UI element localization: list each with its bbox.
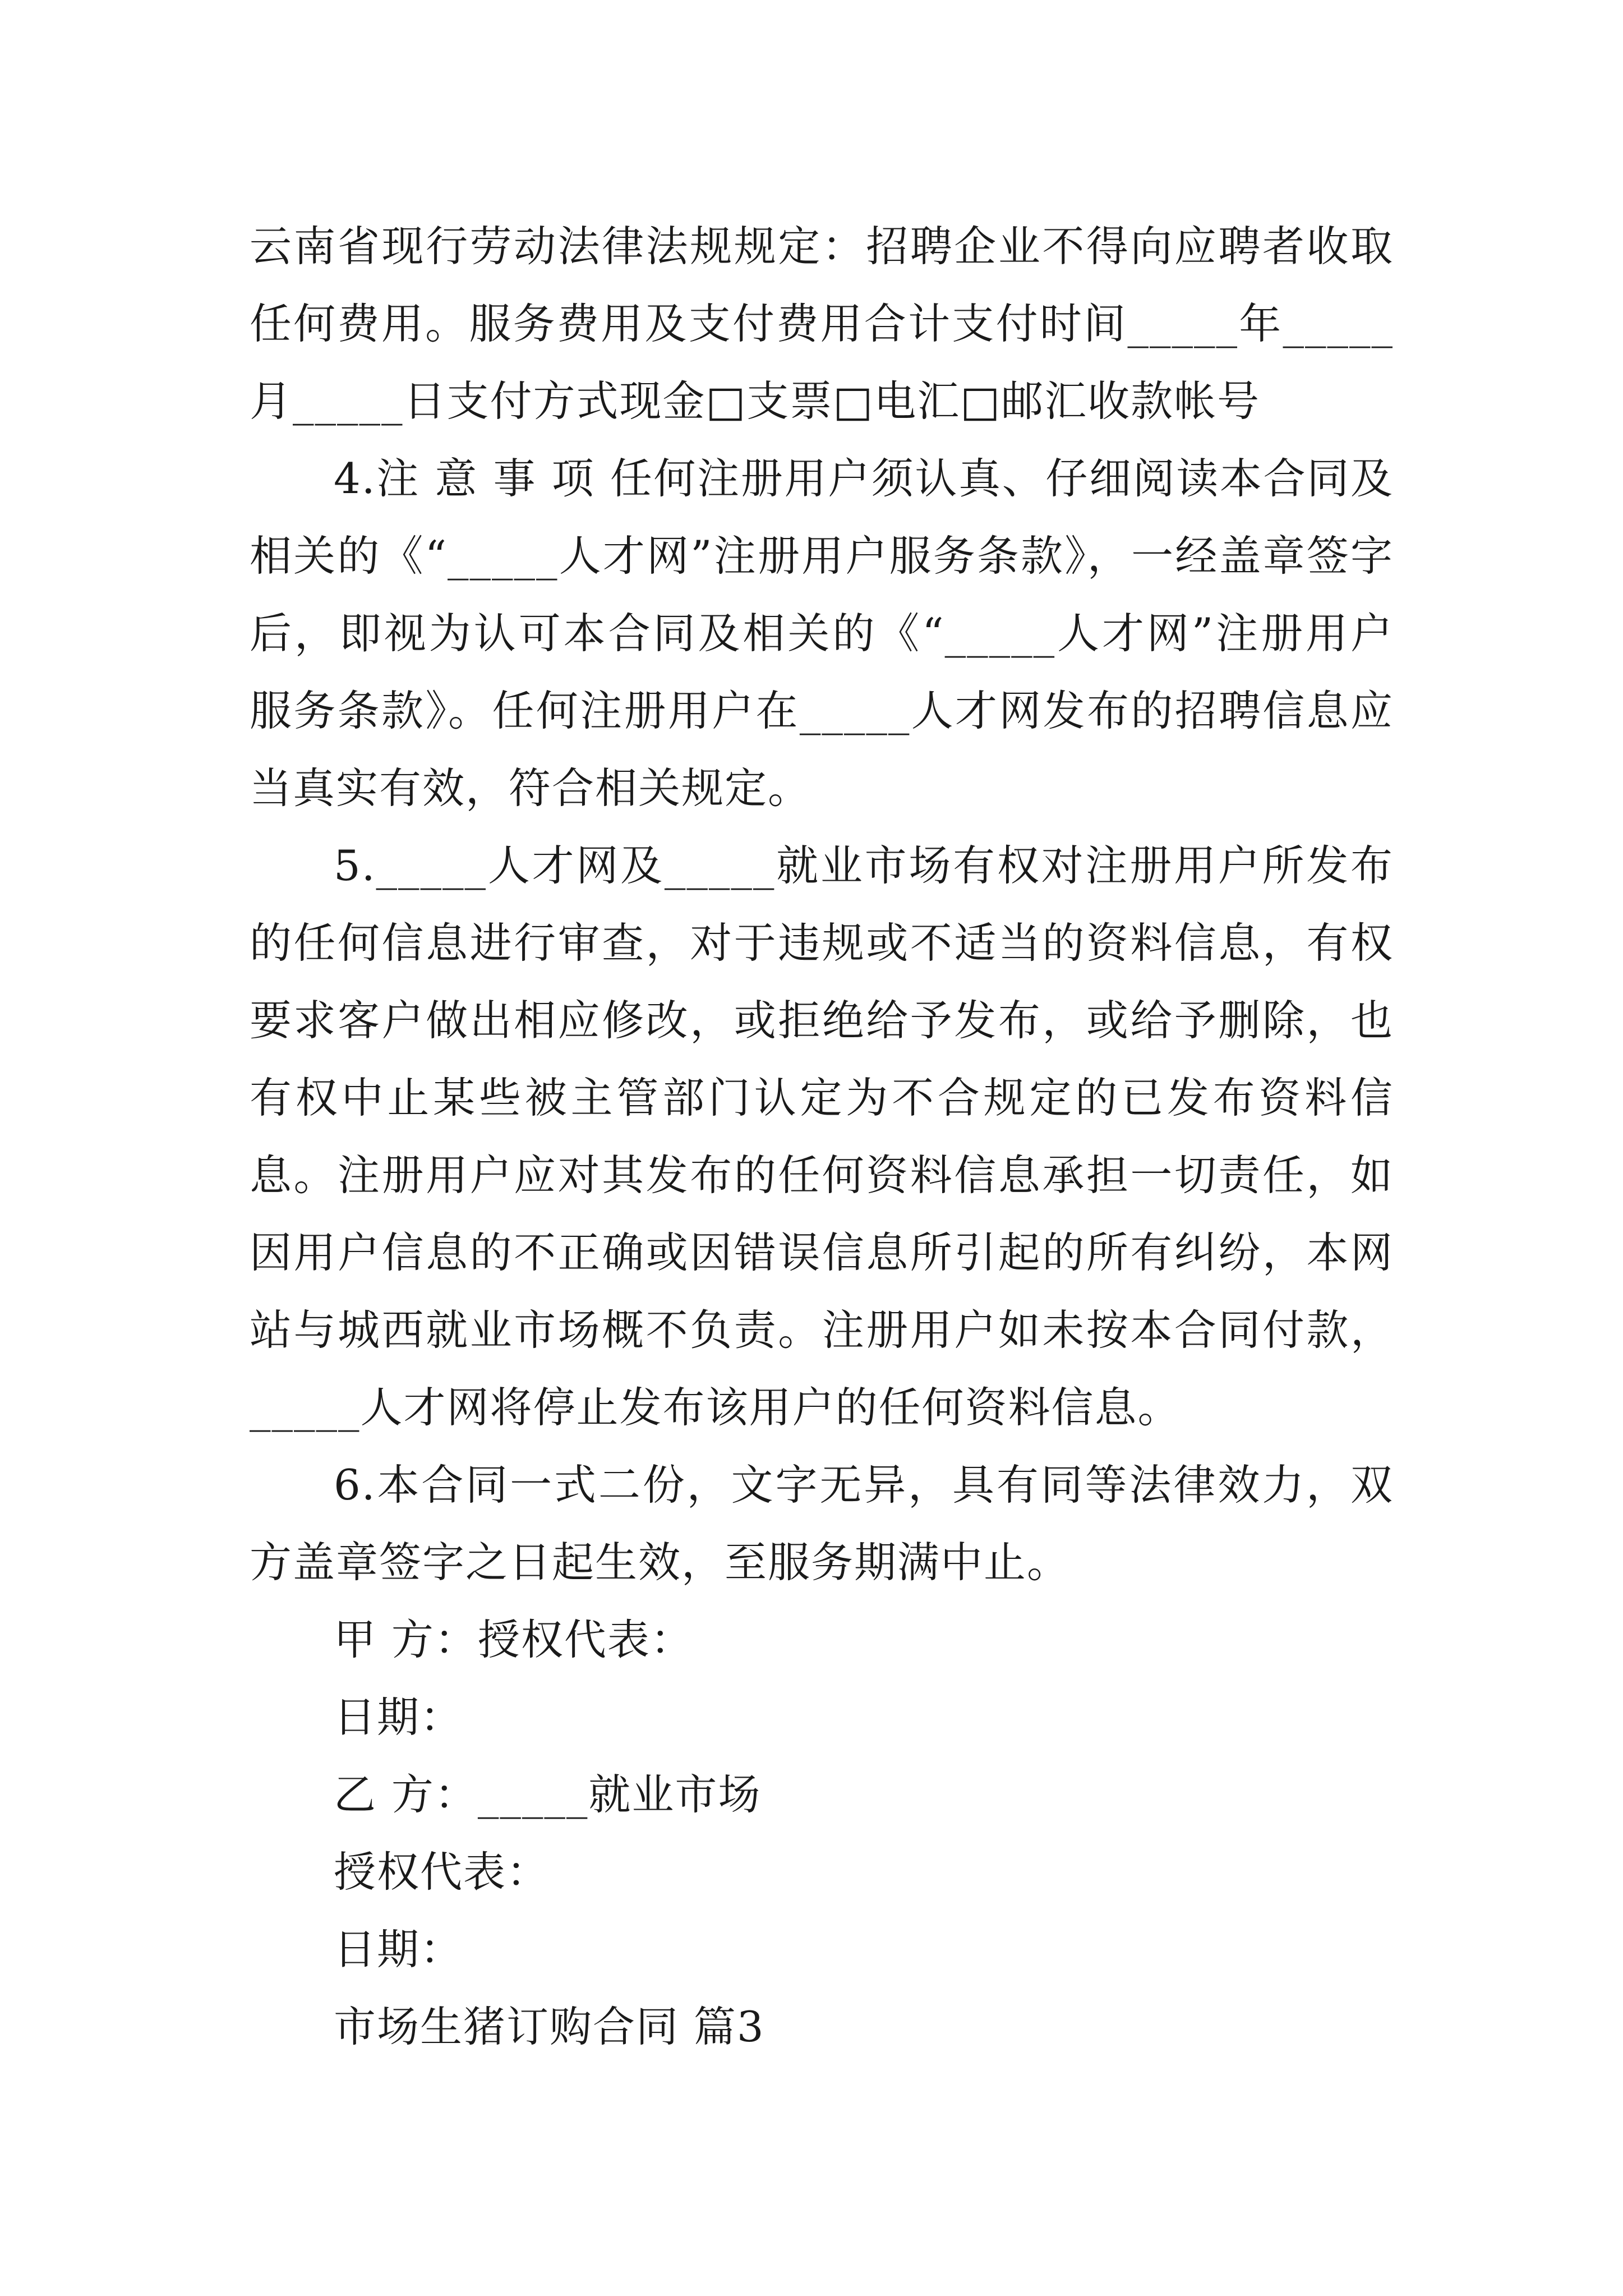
- party-b-line: 乙 方：_____就业市场: [334, 1770, 762, 1819]
- paragraph-notice: 4.注 意 事 项 任何注册用户须认真、仔细阅读本合同及相关的《“_____人才网”注册用户服务条款》，一经盖章签字后，即视为认可本合同及相关的《“_____人才网”注册用户服务条款》。任何注册用户在_____人才网发布的招聘信息应当真实有效，符合相关规定。: [250, 454, 1394, 813]
- date-line-a: 日期：: [334, 1692, 464, 1742]
- paragraph-review: 5._____人才网及_____就业市场有权对注册用户所发布的任何信息进行审查，对于违规或不适当的资料信息，有权要求客户做出相应修改，或拒绝给予发布，或给予删除，也有权中止某些被主管部门认定为不合规定的已发布资料信息。注册用户应对其发布的任何资料信息承担一切责任，如因用户信息的不正确或因错误信息所引起的所有纠纷，本网站与城西就业市场概不负责。注册用户如未按本合同付款，_____人才网将停止发布该用户的任何资料信息。: [250, 841, 1394, 1432]
- date-line-b: 日期：: [334, 1925, 464, 1974]
- paragraph-payment: 云南省现行劳动法律法规规定：招聘企业不得向应聘者收取任何费用。服务费用及支付费用合计支付时间_____年_____月_____日支付方式现金□支票□电汇□邮汇收款帐号: [250, 222, 1394, 426]
- next-section-heading: 市场生猪订购合同 篇3: [334, 2002, 765, 2051]
- document-body: [250, 208, 1394, 2065]
- paragraph-copies: 6.本合同一式二份，文字无异，具有同等法律效力，双方盖章签字之日起生效，至服务期满中止。: [250, 1460, 1394, 1587]
- authorized-rep-line: 授权代表：: [334, 1847, 550, 1897]
- party-a-line: 甲 方：授权代表：: [334, 1615, 694, 1664]
